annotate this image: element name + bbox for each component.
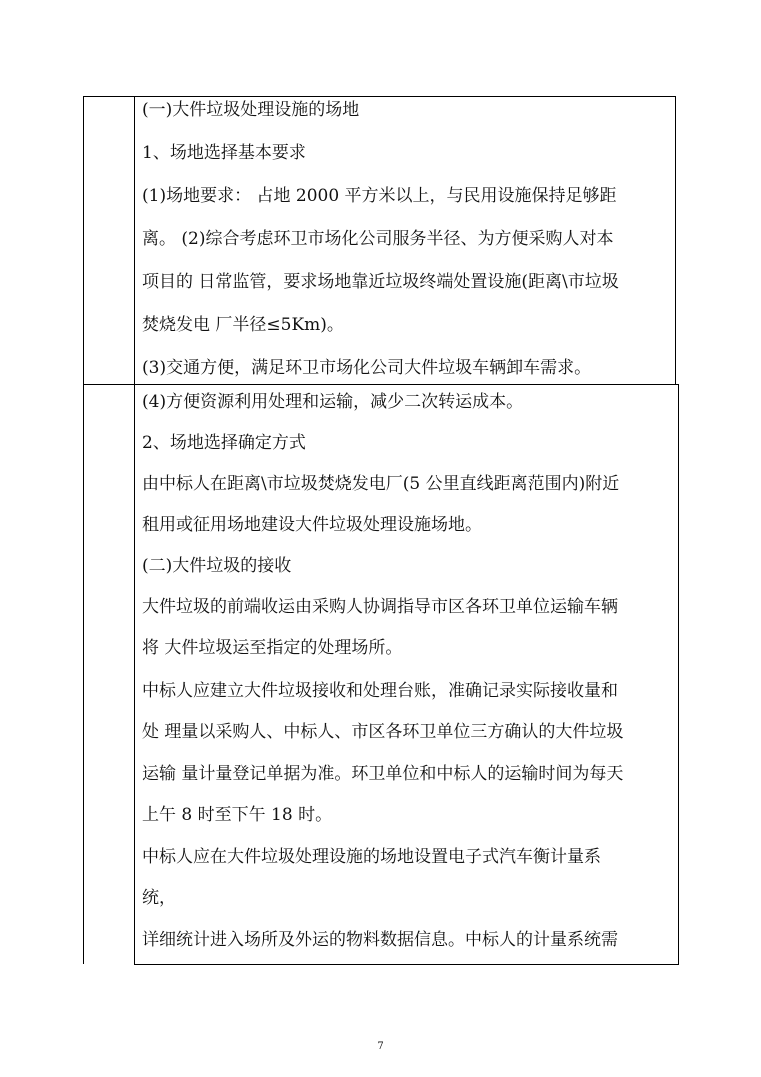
text-line: 处 理量以采购人、中标人、市区各环卫单位三方确认的大件垃圾 — [142, 722, 624, 742]
text-line: 焚烧发电 厂半径≤5Km)。 — [142, 315, 344, 335]
content-cell-1 — [134, 96, 674, 384]
subheading: 1、场地选择基本要求 — [142, 143, 306, 163]
section-heading: (二)大件垃圾的接收 — [142, 556, 292, 576]
subheading: 2、场地选择确定方式 — [142, 433, 306, 453]
table-bottom-border — [134, 964, 679, 965]
text-line: (4)方便资源利用处理和运输，减少二次转运成本。 — [142, 392, 524, 412]
text-line: 统， — [142, 888, 176, 908]
section-heading: (一)大件垃圾处理设施的场地 — [142, 100, 360, 120]
text-line: 上午 8 时至下午 18 时。 — [142, 805, 333, 825]
content-cell-2 — [134, 384, 678, 964]
text-line: 由中标人在距离\市垃圾焚烧发电厂(5 公里直线距离范围内)附近 — [142, 474, 620, 494]
text-line: 运输 量计量登记单据为准。环卫单位和中标人的运输时间为每天 — [142, 764, 624, 784]
text-line: 将 大件垃圾运至指定的处理场所。 — [142, 638, 403, 658]
table-left-border — [83, 96, 84, 964]
text-line: 离。 (2)综合考虑环卫市场化公司服务半径、为方便采购人对本 — [142, 229, 614, 249]
text-line: (1)场地要求： 占地 2000 平方米以上，与民用设施保持足够距 — [142, 186, 617, 206]
table-right-border-upper — [675, 96, 676, 384]
text-line: 详细统计进入场所及外运的物料数据信息。中标人的计量系统需 — [142, 930, 618, 950]
text-line: 中标人应在大件垃圾处理设施的场地设置电子式汽车衡计量系 — [142, 847, 601, 867]
table-right-border-lower — [678, 384, 679, 965]
text-line: 租用或征用场地建设大件垃圾处理设施场地。 — [142, 515, 482, 535]
text-line: 项目的 日常监管，要求场地靠近垃圾终端处置设施(距离\市垃圾 — [142, 272, 619, 292]
page-number: 7 — [377, 1041, 384, 1052]
text-line: 大件垃圾的前端收运由采购人协调指导市区各环卫单位运输车辆 — [142, 597, 618, 617]
text-line: (3)交通方便，满足环卫市场化公司大件垃圾车辆卸车需求。 — [142, 358, 592, 378]
text-line: 中标人应建立大件垃圾接收和处理台账，准确记录实际接收量和 — [142, 681, 618, 701]
